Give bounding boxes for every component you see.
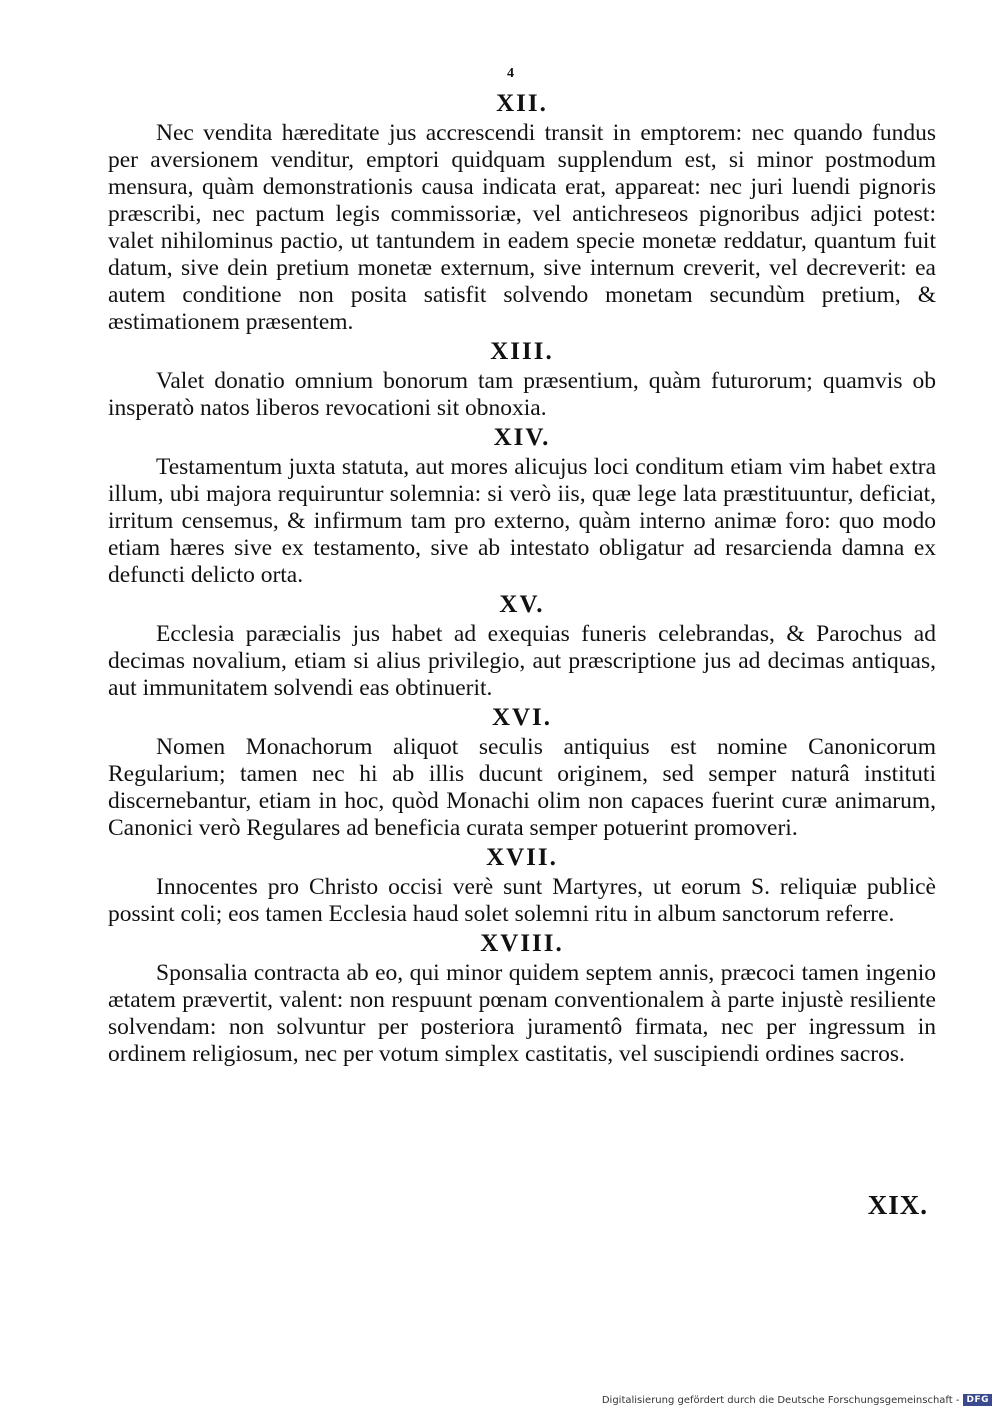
section-text-xviii: Sponsalia contracta ab eo, qui minor quidem septem annis, præcoci tamen ingenio ætatem prævertit, valent: non respuunt pœnam conventionalem à parte injustè resiliente solvendam: non solvuntur per posteriora juramentô firmata, nec per ingressum in ordinem religiosum, nec per votum simplex castitatis, vel suscipiendi ordines sacros. bbox=[108, 960, 936, 1067]
footer-credit: Digitalisierung gefördert durch die Deutsche Forschungsgemeinschaft - bbox=[601, 1394, 960, 1406]
section-text-xvi: Nomen Monachorum aliquot seculis antiquius est nomine Canonicorum Regularium; tamen nec hi ab illis ducunt originem, sed semper naturâ instituti discernebantur, etiam in hoc, quòd Monachi olim non capaces fuerint curæ animarum, Canonici verò Regulares ad beneficia curata semper potuerint promoveri. bbox=[108, 734, 936, 841]
section-text-xv: Ecclesia paræcialis jus habet ad exequias funeris celebrandas, & Parochus ad decimas novalium, etiam si alius privilegio, aut præscriptione jus ad decimas antiquas, aut immunitatem solvendi eas obtinuerit. bbox=[108, 621, 936, 701]
section-text-xvii: Innocentes pro Christo occisi verè sunt Martyres, ut eorum S. reliquiæ publicè possint coli; eos tamen Ecclesia haud solet solemni ritu in album sanctorum referre. bbox=[108, 874, 936, 927]
text-column bbox=[108, 88, 936, 1068]
section-text-xiii: Valet donatio omnium bonorum tam præsentium, quàm futurorum; quamvis ob insperatò natos liberos revocationi sit obnoxia. bbox=[108, 368, 936, 421]
digitization-footer bbox=[602, 1394, 992, 1406]
section-heading-xviii: XVIII. bbox=[480, 930, 564, 957]
section-heading-xvi: XVI. bbox=[491, 704, 553, 731]
section-heading-xiv: XIV. bbox=[493, 424, 551, 451]
section-heading-xii: XII. bbox=[496, 90, 548, 117]
dfg-logo: DFG bbox=[963, 1394, 992, 1406]
section-heading-xiii: XIII. bbox=[490, 338, 554, 365]
section-heading-xv: XV. bbox=[499, 591, 545, 618]
section-heading-xvii: XVII. bbox=[486, 844, 558, 871]
page-mark: 4 bbox=[507, 66, 514, 81]
catchword: XIX. bbox=[867, 1190, 928, 1220]
section-text-xii: Nec vendita hæreditate jus accrescendi transit in emptorem: nec quando fundus per aversionem venditur, emptori quidquam supplendum est, si minor postmodum mensura, quàm demonstrationis causa indicata erat, appareat: nec juri luendi pignoris præscribi, nec pactum legis commissoriæ, vel antichreseos pignoribus adjici potest: valet nihilominus pactio, ut tantundem in eadem specie monetæ reddatur, quantum fuit datum, sive dein pretium monetæ externum, sive internum creverit, vel decreverit: ea autem conditione non posita satisfit solvendo monetam secundùm pretium, & æstimationem præsentem. bbox=[108, 120, 936, 335]
section-text-xiv: Testamentum juxta statuta, aut mores alicujus loci conditum etiam vim habet extra illum, ubi majora requiruntur solemnia: si verò iis, quæ lege lata præstituuntur, deficiat, irritum censemus, & infirmum tam pro externo, quàm interno animæ foro: quo modo etiam hæres sive ex testamento, sive ab intestato obligatur ad resarcienda damna ex defuncti delicto orta. bbox=[108, 454, 936, 588]
